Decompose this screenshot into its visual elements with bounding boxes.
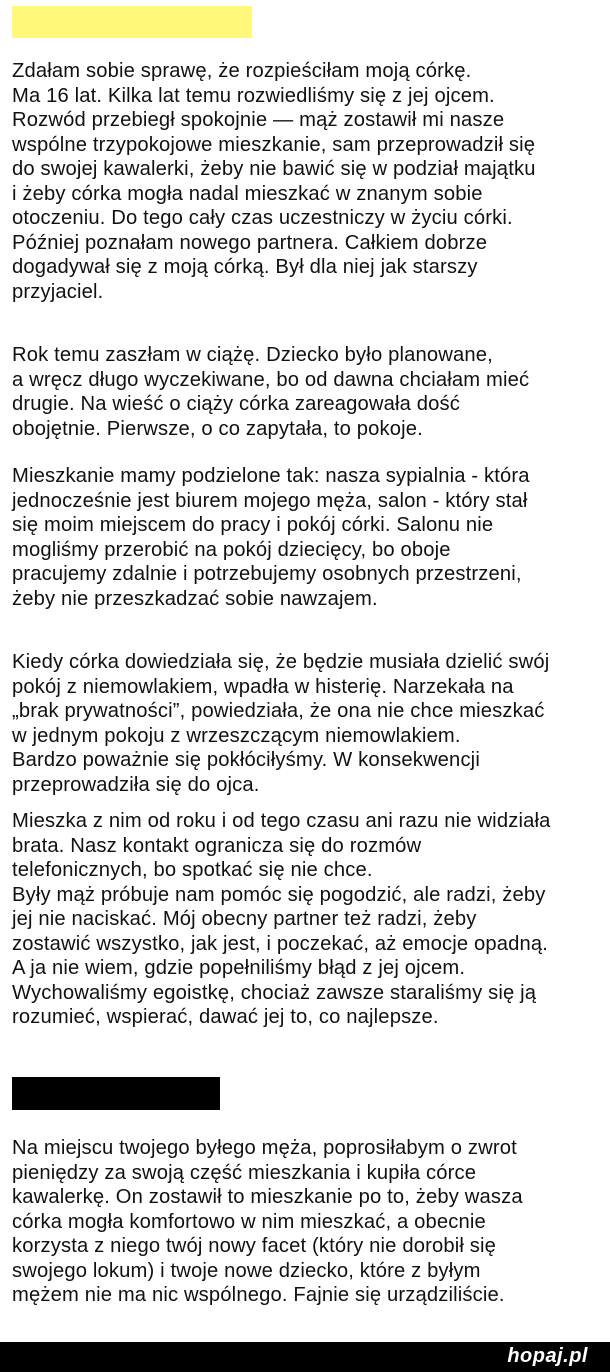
redacted-username-block <box>12 1077 220 1110</box>
post-paragraph-2: Rok temu zaszłam w ciążę. Dziecko było planowane, a wręcz długo wyczekiwane, bo od dawna chciałam mieć drugie. Na wieść o ciąży córka zareagowała dość obojętnie. Pierwsze, o co zapytała, to pokoje. <box>12 344 530 440</box>
post-paragraph-3: Mieszkanie mamy podzielone tak: nasza sypialnia - która jednocześnie jest biurem mojego męża, salon - który stał się moim miejscem do pracy i pokój córki. Salonu nie mogliśmy przerobić na pokój dziecięcy, bo oboje pracujemy zdalnie i potrzebujemy osobnych przestrzeni, żeby nie przeszkadzać sobie nawzajem. <box>12 465 530 610</box>
post-paragraph-4: Kiedy córka dowiedziała się, że będzie musiała dzielić swój pokój z niemowlakiem, wpadła w histerię. Narzekała na „brak prywatności”, powiedziała, że ona nie chce mieszkać w jednym pokoju z wrzeszczącym niemowlakiem. Bardzo poważnie się pokłóciłyśmy. W konsekwencji przeprowadziła się do ojca. <box>12 651 550 796</box>
reply-paragraph: Na miejscu twojego byłego męża, poprosiłabym o zwrot pieniędzy za swoją część mieszkania i kupiła córce kawalerkę. On zostawił to mieszkanie po to, żeby wasza córka mogła komfortowo w nim mieszkać, a obecnie korzysta z niego twój nowy facet (który nie dorobił się swojego lokum) i twoje nowe dziecko, które z byłym mężem nie ma nic wspólnego. Fajnie się urządziliście. <box>12 1137 523 1306</box>
post-paragraph-5: Mieszka z nim od roku i od tego czasu ani razu nie widziała brata. Nasz kontakt ogranicza się do rozmów telefonicznych, bo spotkać się nie chce. Były mąż próbuje nam pomóc się pogodzić, ale radzi, żeby jej nie naciskać. Mój obecny partner też radzi, żeby zostawić wszystko, jak jest, i poczekać, aż emocje opadną. A ja nie wiem, gdzie popełniliśmy błąd z jej ojcem. Wychowaliśmy egoistkę, chociaż zawsze staraliśmy się ją rozumieć, wspierać, dawać jej to, co najlepsze. <box>12 810 551 1028</box>
post-paragraph-1: Zdałam sobie sprawę, że rozpieściłam moją córkę. Ma 16 lat. Kilka lat temu rozwiedliśmy się z jej ojcem. Rozwód przebiegł spokojnie — mąż zostawił mi nasze wspólne trzypokojowe mieszkanie, sam przeprowadził się do swojej kawalerki, żeby nie bawić się w podział majątku i żeby córka mogła nadal mieszkać w znanym sobie otoczeniu. Do tego cały czas uczestniczy w życiu córki. Później poznałam nowego partnera. Całkiem dobrze dogadywał się z moją córką. Był dla niej jak starszy przyjaciel. <box>12 60 536 303</box>
redacted-username-highlight <box>12 6 252 38</box>
site-logo[interactable]: hopaj.pl <box>507 1345 588 1367</box>
footer-bar <box>0 1342 610 1372</box>
